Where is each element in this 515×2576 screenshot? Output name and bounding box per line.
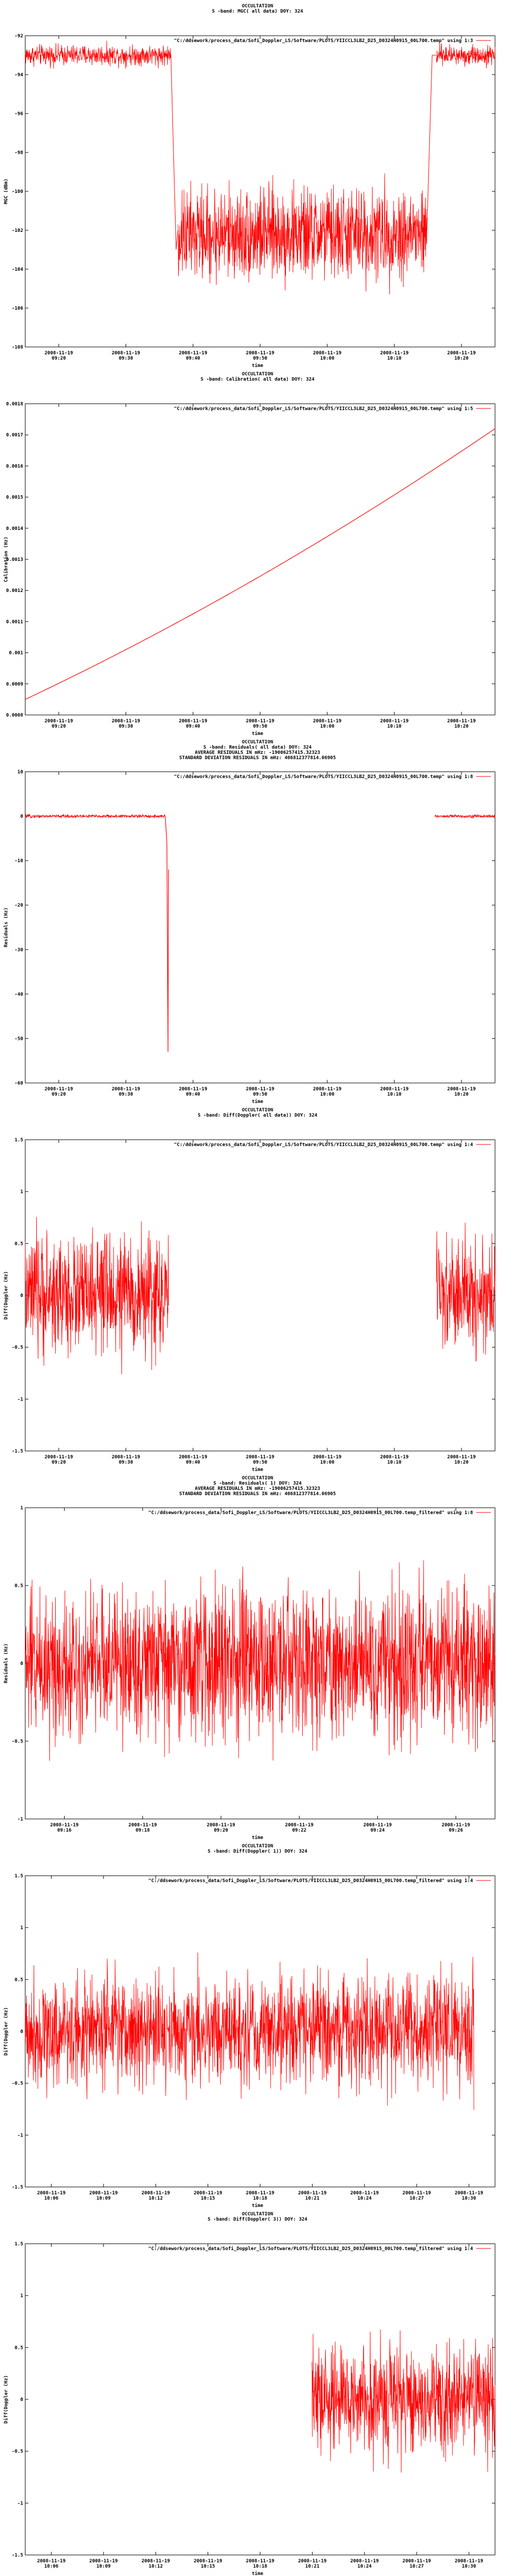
x-tick-label: 10:10 (387, 1092, 401, 1097)
y-axis-label: Diff(Doppler (Hz) (4, 2007, 9, 2056)
x-tick-label: 2008-11-19 (37, 2191, 66, 2196)
x-tick-label: 10:30 (461, 2196, 476, 2201)
legend-label: "C:/ddsework/process_data/Sofi_Doppler_LS/Software/PLOTS/YIICCL3LB2_D25_D0324H0915_00L700.temp" using 1:8 (174, 774, 473, 780)
x-tick-label: 2008-11-19 (245, 719, 275, 724)
x-tick-label: 2008-11-19 (298, 2559, 327, 2564)
y-tick-label: -102 (12, 228, 23, 233)
x-tick-label: 2008-11-19 (313, 1455, 342, 1460)
x-tick-label: 10:18 (253, 2564, 267, 2569)
y-tick-label: 0.0017 (6, 433, 23, 438)
x-tick-label: 2008-11-19 (313, 719, 342, 724)
x-tick-label: 10:18 (253, 2196, 267, 2201)
x-tick-label: 10:10 (387, 356, 401, 361)
x-tick-label: 2008-11-19 (141, 2191, 170, 2196)
x-tick-label: 09:30 (119, 1092, 133, 1097)
y-tick-label: 0.0015 (6, 495, 23, 500)
x-axis-label: time (252, 363, 263, 368)
x-tick-label: 10:06 (44, 2196, 59, 2201)
x-tick-label: 09:20 (213, 1828, 229, 1833)
x-tick-label: 09:20 (52, 724, 66, 729)
x-tick-label: 10:15 (201, 2196, 215, 2201)
chart-panel-5 (0, 1472, 515, 1840)
y-tick-label: -50 (14, 1036, 23, 1042)
x-tick-label: 10:10 (387, 1460, 401, 1465)
x-tick-label: 09:40 (186, 724, 200, 729)
chart-panel-7 (0, 2208, 515, 2576)
x-tick-label: 10:27 (409, 2196, 424, 2201)
y-tick-label: -1.5 (12, 1449, 23, 1454)
y-tick-label: -98 (14, 150, 23, 156)
x-tick-label: 2008-11-19 (245, 2559, 275, 2564)
y-tick-label: 1.5 (14, 2242, 23, 2247)
x-tick-label: 10:12 (148, 2564, 163, 2569)
chart-panel-2 (0, 368, 515, 736)
y-tick-label: 0.0012 (6, 588, 23, 594)
x-tick-label: 09:26 (448, 1828, 464, 1833)
chart-title-line: S -band: Diff(Doppler( all data)) DOY: 324 (198, 1113, 317, 1118)
x-tick-label: 10:20 (454, 724, 469, 729)
x-axis-label: time (252, 1099, 263, 1104)
y-tick-label: -96 (14, 111, 23, 117)
x-tick-label: 2008-11-19 (245, 351, 275, 356)
series-line (25, 1560, 495, 1761)
x-tick-label: 2008-11-19 (298, 2191, 327, 2196)
y-tick-label: 0.0011 (6, 619, 23, 625)
x-tick-label: 09:30 (119, 724, 133, 729)
x-tick-label: 10:24 (357, 2196, 372, 2201)
x-tick-label: 2008-11-19 (44, 719, 73, 724)
legend-label: "C:/ddsework/process_data/Sofi_Doppler_LS/Software/PLOTS/YIICCL3LB2_D25_D0324H0915_00L700.temp" using 1:5 (174, 406, 473, 412)
chart-svg (0, 1104, 515, 1472)
plot-frame (25, 772, 495, 1083)
chart-title-line: OCCULTATION (242, 2212, 273, 2217)
series-line (25, 1217, 169, 1374)
x-tick-label: 09:20 (52, 1460, 66, 1465)
y-tick-label: 0.001 (8, 650, 23, 656)
y-tick-label: -1 (17, 2133, 23, 2139)
legend-label: "C:/ddsework/process_data/Sofi_Doppler_LS/Software/PLOTS/YIICCL3LB2_D25_D0324H0915_00L700.temp_filtered" using 1:4 (148, 2246, 473, 2252)
series-line (312, 2329, 495, 2472)
x-tick-label: 2008-11-19 (179, 719, 208, 724)
x-tick-label: 10:27 (409, 2564, 424, 2569)
y-tick-label: 0.5 (14, 1241, 23, 1247)
chart-title-line: OCCULTATION (242, 1108, 273, 1113)
y-tick-label: -100 (12, 189, 23, 195)
chart-panel-1 (0, 0, 515, 368)
x-tick-label: 09:20 (52, 356, 66, 361)
legend (148, 1878, 491, 1884)
series-line (25, 428, 495, 699)
y-axis-label: MGC (dBm) (4, 178, 9, 205)
y-tick-label: 0 (20, 814, 23, 820)
x-tick-label: 2008-11-19 (37, 2559, 66, 2564)
x-tick-label: 2008-11-19 (111, 1087, 140, 1092)
y-tick-label: 1.5 (14, 1138, 23, 1143)
y-tick-label: -1 (17, 1817, 23, 1822)
y-tick-label: -108 (12, 345, 23, 350)
x-tick-label: 10:21 (305, 2196, 320, 2201)
x-tick-label: 2008-11-19 (89, 2559, 118, 2564)
x-tick-label: 10:09 (96, 2564, 111, 2569)
x-tick-label: 2008-11-19 (44, 1455, 73, 1460)
x-tick-label: 10:10 (387, 724, 401, 729)
x-tick-label: 09:40 (186, 1092, 200, 1097)
legend (174, 774, 491, 780)
x-tick-label: 2008-11-19 (179, 1087, 208, 1092)
y-tick-label: 0.0008 (6, 713, 23, 718)
x-tick-label: 09:24 (370, 1828, 385, 1833)
y-tick-label: -0.5 (12, 1739, 23, 1744)
chart-svg (0, 736, 515, 1104)
x-tick-label: 2008-11-19 (350, 2559, 379, 2564)
x-tick-label: 2008-11-19 (128, 1823, 157, 1828)
y-tick-label: 0 (20, 2397, 23, 2403)
y-axis-label: Calibration (Hz) (4, 536, 9, 582)
x-tick-label: 2008-11-19 (402, 2559, 431, 2564)
x-tick-label: 2008-11-19 (245, 1087, 275, 1092)
series-transition (171, 55, 178, 250)
x-tick-label: 09:30 (119, 356, 133, 361)
chart-title-line: S -band: Diff(Doppler( 1)) DOY: 324 (208, 1849, 307, 1854)
x-tick-label: 2008-11-19 (245, 2191, 275, 2196)
series-line (436, 1223, 495, 1362)
y-axis-label: Diff(Doppler (Hz) (4, 1271, 9, 1320)
x-tick-label: 2008-11-19 (179, 1455, 208, 1460)
series-transition (427, 55, 436, 230)
y-axis-label: Diff(Doppler (Hz) (4, 2375, 9, 2424)
x-axis-label: time (252, 1835, 263, 1840)
chart-title-line: OCCULTATION (242, 4, 273, 9)
x-tick-label: 10:21 (305, 2564, 320, 2569)
y-tick-label: 0.5 (14, 2345, 23, 2351)
y-tick-label: 0 (20, 1293, 23, 1299)
y-tick-label: -0.5 (12, 2081, 23, 2087)
x-tick-label: 10:20 (454, 1092, 469, 1097)
y-tick-label: -94 (14, 73, 23, 78)
chart-title-line: S -band: MGC( all data) DOY: 324 (212, 9, 303, 14)
y-tick-label: 0 (20, 1661, 23, 1667)
x-tick-label: 2008-11-19 (380, 351, 409, 356)
y-tick-label: 1 (20, 1189, 23, 1195)
x-tick-label: 2008-11-19 (455, 2559, 483, 2564)
chart-panel-3 (0, 736, 515, 1104)
x-tick-label: 10:06 (44, 2564, 59, 2569)
y-tick-label: 0.0014 (6, 526, 23, 531)
x-tick-label: 10:30 (461, 2564, 476, 2569)
chart-title-line: OCCULTATION (242, 1476, 273, 1481)
y-tick-label: -40 (14, 991, 23, 997)
y-tick-label: 0.5 (14, 1977, 23, 1983)
x-tick-label: 10:20 (454, 356, 469, 361)
y-tick-label: 0.0013 (6, 557, 23, 563)
legend (174, 38, 491, 44)
chart-title-line: S -band: Residuals( 1) DOY: 324 (213, 1481, 302, 1486)
y-tick-label: -20 (14, 903, 23, 908)
x-tick-label: 2008-11-19 (111, 1455, 140, 1460)
chart-panel-4 (0, 1104, 515, 1472)
x-tick-label: 10:00 (320, 1460, 335, 1465)
x-tick-label: 2008-11-19 (179, 351, 208, 356)
series-line (436, 43, 495, 68)
x-tick-label: 2008-11-19 (141, 2559, 170, 2564)
y-tick-label: 0.0009 (6, 681, 23, 687)
x-tick-label: 09:50 (253, 1092, 267, 1097)
y-tick-label: -0.5 (12, 2449, 23, 2455)
x-tick-label: 09:18 (135, 1828, 150, 1833)
legend (174, 1142, 491, 1148)
x-tick-label: 2008-11-19 (193, 2559, 222, 2564)
y-tick-label: 1.5 (14, 1874, 23, 1879)
x-tick-label: 09:50 (253, 1460, 267, 1465)
x-tick-label: 2008-11-19 (363, 1823, 392, 1828)
y-tick-label: -1.5 (12, 2185, 23, 2190)
x-tick-label: 10:00 (320, 1092, 335, 1097)
y-tick-label: -1 (17, 2501, 23, 2507)
x-tick-label: 09:40 (186, 356, 200, 361)
x-tick-label: 2008-11-19 (402, 2191, 431, 2196)
x-tick-label: 2008-11-19 (350, 2191, 379, 2196)
legend-label: "C:/ddsework/process_data/Sofi_Doppler_LS/Software/PLOTS/YIICCL3LB2_D25_D0324H0915_00L700.temp" using 1:4 (174, 1142, 473, 1148)
chart-title-line: S -band: Diff(Doppler( 3)) DOY: 324 (208, 2217, 307, 2222)
x-tick-label: 2008-11-19 (50, 1823, 79, 1828)
chart-svg (0, 2208, 515, 2576)
x-tick-label: 10:24 (357, 2564, 372, 2569)
x-tick-label: 09:40 (186, 1460, 200, 1465)
legend-label: "C:/ddsework/process_data/Sofi_Doppler_LS/Software/PLOTS/YIICCL3LB2_D25_D0324H0915_00L700.temp" using 1:3 (174, 38, 473, 44)
y-tick-label: -30 (14, 947, 23, 953)
y-tick-label: -1.5 (12, 2553, 23, 2558)
y-tick-label: -106 (12, 306, 23, 311)
y-tick-label: -92 (14, 34, 23, 39)
chart-title-line: OCCULTATION (242, 372, 273, 377)
x-tick-label: 2008-11-19 (380, 1455, 409, 1460)
x-tick-label: 2008-11-19 (447, 351, 476, 356)
series-line (25, 1953, 474, 2110)
y-axis-label: Residuals (Hz) (4, 907, 9, 947)
x-tick-label: 10:15 (201, 2564, 215, 2569)
x-tick-label: 2008-11-19 (380, 719, 409, 724)
x-tick-label: 2008-11-19 (111, 351, 140, 356)
y-tick-label: 0.0016 (6, 464, 23, 469)
y-tick-label: 1 (20, 1506, 23, 1511)
y-tick-label: 0.5 (14, 1583, 23, 1589)
x-tick-label: 09:50 (253, 356, 267, 361)
y-tick-label: -10 (14, 858, 23, 864)
y-tick-label: -104 (12, 267, 23, 272)
x-axis-label: time (252, 2203, 263, 2208)
chart-title-line: STANDARD DEVIATION RESIDUALS IN mHz: 406812377814.06905 (179, 755, 336, 761)
y-tick-label: -0.5 (12, 1345, 23, 1351)
y-axis-label: Residuals (Hz) (4, 1643, 9, 1683)
legend (148, 2246, 491, 2252)
chart-title-line: STANDARD DEVIATION RESIDUALS IN mHz: 406812377814.06905 (179, 1491, 336, 1497)
chart-title-line: AVERAGE RESIDUALS IN mHz: -19006257415.32323 (194, 1486, 321, 1491)
chart-svg (0, 0, 515, 368)
y-tick-label: -60 (14, 1081, 23, 1086)
x-axis-label: time (252, 1467, 263, 1472)
x-tick-label: 10:20 (454, 1460, 469, 1465)
x-tick-label: 10:00 (320, 724, 335, 729)
x-tick-label: 2008-11-19 (441, 1823, 470, 1828)
x-tick-label: 2008-11-19 (89, 2191, 118, 2196)
chart-title-line: OCCULTATION (242, 740, 273, 745)
legend (174, 406, 491, 412)
plot-frame (25, 404, 495, 715)
series-line (178, 173, 427, 294)
chart-svg (0, 1472, 515, 1840)
x-tick-label: 2008-11-19 (447, 719, 476, 724)
series-spike (165, 816, 168, 1052)
x-tick-label: 10:12 (148, 2196, 163, 2201)
y-tick-label: -1 (17, 1397, 23, 1403)
chart-title-line: OCCULTATION (242, 1844, 273, 1849)
x-tick-label: 2008-11-19 (207, 1823, 235, 1828)
x-tick-label: 2008-11-19 (447, 1087, 476, 1092)
chart-title-line: S -band: Calibration( all data) DOY: 324 (200, 377, 315, 382)
x-tick-label: 2008-11-19 (245, 1455, 275, 1460)
chart-svg (0, 1840, 515, 2208)
y-tick-label: 1 (20, 1925, 23, 1931)
x-tick-label: 10:09 (96, 2196, 111, 2201)
series-line (25, 40, 171, 68)
x-tick-label: 09:30 (119, 1460, 133, 1465)
x-tick-label: 09:20 (52, 1092, 66, 1097)
chart-title-line: S -band: Residuals( all data) DOY: 324 (203, 745, 312, 750)
x-tick-label: 2008-11-19 (44, 351, 73, 356)
chart-svg (0, 368, 515, 736)
y-tick-label: 0.0018 (6, 402, 23, 407)
chart-title-line: AVERAGE RESIDUALS IN mHz: -19006257415.32323 (194, 750, 321, 755)
chart-panel-6 (0, 1840, 515, 2208)
x-tick-label: 2008-11-19 (380, 1087, 409, 1092)
x-tick-label: 2008-11-19 (285, 1823, 314, 1828)
x-tick-label: 2008-11-19 (313, 1087, 342, 1092)
x-tick-label: 2008-11-19 (455, 2191, 483, 2196)
series-line (25, 814, 165, 819)
x-tick-label: 10:00 (320, 356, 335, 361)
x-axis-label: time (252, 731, 263, 736)
x-axis-label: time (252, 2571, 263, 2576)
x-tick-label: 09:50 (253, 724, 267, 729)
series-line (435, 814, 495, 818)
x-tick-label: 2008-11-19 (193, 2191, 222, 2196)
x-tick-label: 2008-11-19 (44, 1087, 73, 1092)
x-tick-label: 09:16 (57, 1828, 72, 1833)
y-tick-label: 0 (20, 2029, 23, 2035)
legend (148, 1510, 491, 1516)
legend-label: "C:/ddsework/process_data/Sofi_Doppler_LS/Software/PLOTS/YIICCL3LB2_D25_D0324H0915_00L700.temp_filtered" using 1:8 (148, 1510, 473, 1516)
x-tick-label: 2008-11-19 (447, 1455, 476, 1460)
x-tick-label: 09:22 (292, 1828, 307, 1833)
x-tick-label: 2008-11-19 (313, 351, 342, 356)
y-tick-label: 10 (17, 770, 23, 775)
x-tick-label: 2008-11-19 (111, 719, 140, 724)
legend-label: "C:/ddsework/process_data/Sofi_Doppler_LS/Software/PLOTS/YIICCL3LB2_D25_D0324H0915_00L700.temp_filtered" using 1:4 (148, 1878, 473, 1884)
y-tick-label: 1 (20, 2293, 23, 2299)
